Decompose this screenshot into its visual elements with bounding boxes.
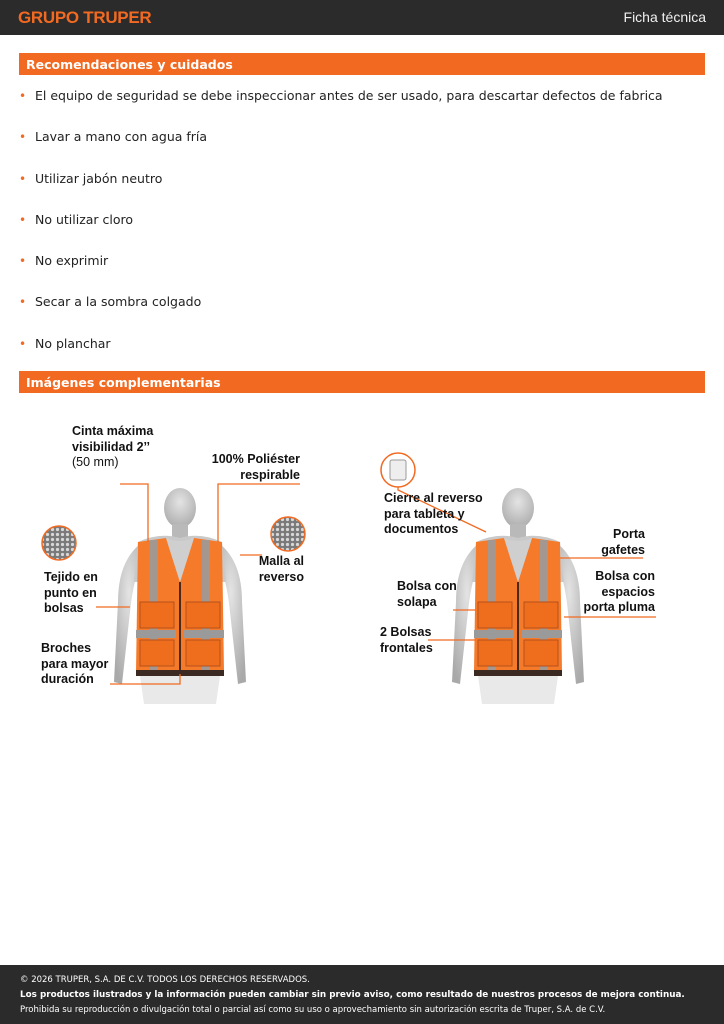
figure-vest-back <box>368 412 668 712</box>
vest-back-illustration <box>368 412 668 712</box>
label-porta: Porta gafetes <box>601 527 645 557</box>
footer-notice: Los productos ilustrados y la información pueden cambiar sin previo aviso, como resultado de nuestros procesos de mejora continua. <box>20 990 685 1000</box>
footer <box>0 965 724 1024</box>
label-cinta-mm: (50 mm) <box>72 455 119 469</box>
figure-vest-front <box>30 412 330 712</box>
footer-copyright: © 2026 TRUPER, S.A. DE C.V. TODOS LOS DERECHOS RESERVADOS. <box>20 975 310 985</box>
footer-prohibition: Prohibida su reproducción o divulgación total o parcial así como su uso o aprovechamiento sin autorización escrita de Truper, S.A. de C.V. <box>20 1005 606 1015</box>
list-item: • No exprimir <box>19 251 663 292</box>
label-malla: Malla al reverso <box>258 554 304 584</box>
section-header-recommendations <box>19 53 705 75</box>
bullet-icon: • <box>19 89 27 103</box>
list-item: • No utilizar cloro <box>19 210 663 251</box>
label-broches: Broches para mayor duración <box>41 641 109 686</box>
label-tejido: Tejido en punto en bolsas <box>44 570 98 615</box>
document-type: Ficha técnica <box>623 9 706 25</box>
section-title: Recomendaciones y cuidados <box>26 57 233 72</box>
top-bar <box>0 0 724 35</box>
bullet-icon: • <box>19 171 27 186</box>
bullet-icon: • <box>19 336 27 351</box>
list-item: • No planchar <box>19 334 663 375</box>
label-bolsa-solapa: Bolsa con solapa <box>397 579 457 609</box>
list-item: • El equipo de seguridad se debe inspeccionar antes de ser usado, para descartar defectos de fabrica <box>19 86 663 127</box>
list-item: • Utilizar jabón neutro <box>19 169 663 210</box>
bullet-icon: • <box>19 295 27 310</box>
list-item: • Secar a la sombra colgado <box>19 292 663 333</box>
section-title: Imágenes complementarias <box>26 375 221 390</box>
fabric-swatch-icon <box>42 526 76 560</box>
label-poliester: 100% Poliéster respirable <box>211 452 300 482</box>
label-cierre: Cierre al reverso para tableta y documentos <box>384 491 483 536</box>
label-bolsas-frontales: 2 Bolsas frontales <box>380 625 433 655</box>
bullet-icon: • <box>19 130 27 145</box>
section-header-images <box>19 371 705 393</box>
label-cinta: Cinta máxima visibilidad 2’’ <box>72 424 154 454</box>
bullet-icon: • <box>19 254 27 269</box>
list-item: • Lavar a mano con agua fría <box>19 127 663 168</box>
mesh-swatch-icon <box>271 517 305 551</box>
recommendations-list <box>19 86 663 375</box>
brand-logo: GRUPO TRUPER <box>18 8 152 27</box>
label-bolsa-pluma: Bolsa con espacios porta pluma <box>583 569 655 614</box>
bullet-icon: • <box>19 212 27 227</box>
